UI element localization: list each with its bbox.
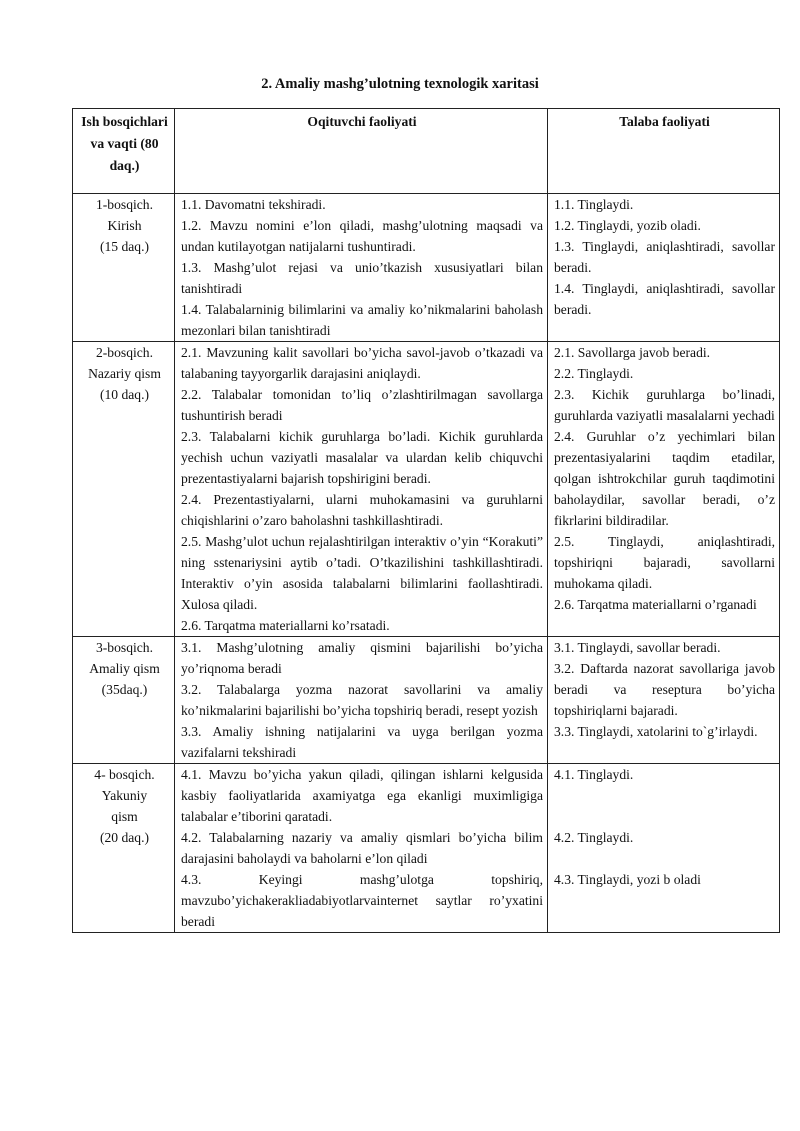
stage-name: Nazariy qism [88,366,161,381]
teacher-activity-cell [175,342,548,637]
student-activity-cell [548,764,780,933]
teacher-step: 3.2. Talabalarga yozma nazorat savollarini va amaliy ko’nikmalarini bajarilishi bo’yicha topshiriq beradi, resept yozish [181,682,543,718]
student-step: 1.3. Tinglaydi, aniqlashtiradi, savollar beradi. [554,239,775,275]
stage-time: (20 daq.) [99,830,150,845]
teacher-step: 3.1. Mashg’ulotning amaliy qismini bajarilishi bo’yicha yo’riqnoma beradi [181,640,543,676]
student-step: 4.3. Tinglaydi, yozi b oladi [554,872,701,887]
teacher-step: 2.6. Tarqatma materiallarni ko’rsatadi. [181,618,390,633]
stage-time: (15 daq.) [99,239,150,254]
student-activity-cell [548,342,780,637]
student-step: 2.4. Guruhlar o’z yechimlari bilan prezentasiyalarini taqdim etadilar, qolgan ishtrokchilar guruh taqdimotini baholaydilar, savollar beradi, o’z fikrlarini bildiradilar. [554,429,775,528]
spacer [554,785,775,827]
student-activity-cell [548,194,780,342]
stage-label: 1-bosqich. [95,197,153,212]
student-step: 1.4. Tinglaydi, aniqlashtiradi, savollar beradi. [554,281,775,317]
student-step: 2.1. Savollarga javob beradi. [554,345,711,360]
technology-map-table [72,108,780,933]
table-header-row [73,109,780,194]
teacher-activity-cell [175,764,548,933]
document-title: 2. Amaliy mashg’ulotning texnologik xaritasi [261,76,539,92]
student-step: 2.6. Tarqatma materiallarni o’rganadi [554,597,757,612]
teacher-step: 1.4. Talabalarninig bilimlarini va amaliy ko’nikmalarini baholash mezonlari bilan tanishtiradi [181,302,543,338]
teacher-step: 2.2. Talabalar tomonidan to’liq o’zlashtirilmagan savollarga tushuntirish beradi [181,387,543,423]
header-stage: Ish bosqichlari va vaqti (80 daq.) [73,109,175,194]
teacher-activity-cell [175,194,548,342]
student-step: 1.1. Tinglaydi. [554,197,634,212]
teacher-step: 1.3. Mashg’ulot rejasi va unio’tkazish xususiyatlari bilan tanishtiradi [181,260,543,296]
stage-label: 2-bosqich. [95,345,153,360]
stage-name: Kirish [107,218,142,233]
table-row [73,764,780,933]
stage-name: Yakuniy [101,788,148,803]
header-student: Talaba faoliyati [548,109,780,194]
stage-cell [73,342,175,637]
stage-time: (35daq.) [101,682,148,697]
teacher-step: 3.3. Amaliy ishning natijalarini va uyga berilgan yozma vazifalarni tekshiradi [181,724,543,760]
teacher-step: 1.2. Mavzu nomini e’lon qiladi, mashg’ulotning maqsadi va undan kutilayotgan natijalarni tushuntiradi. [181,218,543,254]
student-step: 2.3. Kichik guruhlarga bo’linadi, guruhlarda vaziyatli masalalarni yechadi [554,387,775,423]
stage-cell [73,637,175,764]
teacher-step: 1.1. Davomatni tekshiradi. [181,197,326,212]
student-activity-cell [548,637,780,764]
stage-label: 4- bosqich. [94,767,155,782]
teacher-step: 4.1. Mavzu bo’yicha yakun qiladi, qilingan ishlarni kelgusida kasbiy faoliyatlarida axamiyatga ega ekanligi muximligiga talabalar e’tiborini qaratadi. [181,767,543,824]
teacher-step: 2.1. Mavzuning kalit savollari bo’yicha savol-javob o’tkazadi va talabaning tayyorgarlik darajasini aniqlaydi. [181,345,543,381]
table-row [73,637,780,764]
student-step: 4.2. Tinglaydi. [554,830,634,845]
student-step: 1.2. Tinglaydi, yozib oladi. [554,218,701,233]
student-step: 3.1. Tinglaydi, savollar beradi. [554,640,721,655]
student-step: 3.3. Tinglaydi, xatolarini to`g’irlaydi. [554,724,758,739]
teacher-activity-cell [175,637,548,764]
teacher-step: 2.4. Prezentastiyalarni, ularni muhokamasini va guruhlarni chiqishlarini o’zaro baholashni tashkillashtiradi. [181,492,543,528]
stage-cell [73,764,175,933]
stage-name: Amaliy qism [89,661,160,676]
stage-time: (10 daq.) [99,387,150,402]
teacher-step: 4.3. Keyingi mashg’ulotga topshiriq, mavzubo’yichakerakliadabiyotlarvainternet saytlar ro’yxatini beradi [181,872,543,929]
stage-name: qism [111,809,138,824]
table-row [73,194,780,342]
student-step: 2.5. Tinglaydi, aniqlashtiradi, topshiriqni bajaradi, savollarni muhokama qiladi. [554,534,775,591]
header-teacher: Oqituvchi faoliyati [175,109,548,194]
table-row [73,342,780,637]
student-step: 3.2. Daftarda nazorat savollariga javob beradi va reseptura bo’yicha topshiriqlarni bajaradi. [554,661,775,718]
teacher-step: 2.3. Talabalarni kichik guruhlarga bo’ladi. Kichik guruhlarda yechish uchun vaziyatli masalalar va ulardan kelib chiquvchi prezentastiyalarni bajarish topshirigini beradi. [181,429,543,486]
stage-label: 3-bosqich. [95,640,153,655]
spacer [554,848,775,869]
teacher-step: 2.5. Mashg’ulot uchun rejalashtirilgan interaktiv o’yin “Korakuti” ning sstenariysini aytib o’tadi. O’tkazilishini tashkillashtiradi. Interaktiv o’yin asosida talabalarni bilimlarini faollashtiradi. Xulosa qiladi. [181,534,543,612]
stage-cell [73,194,175,342]
teacher-step: 4.2. Talabalarning nazariy va amaliy qismlari bo’yicha bilim darajasini baholaydi va baholarni e’lon qiladi [181,830,543,866]
student-step: 4.1. Tinglaydi. [554,767,634,782]
student-step: 2.2. Tinglaydi. [554,366,634,381]
